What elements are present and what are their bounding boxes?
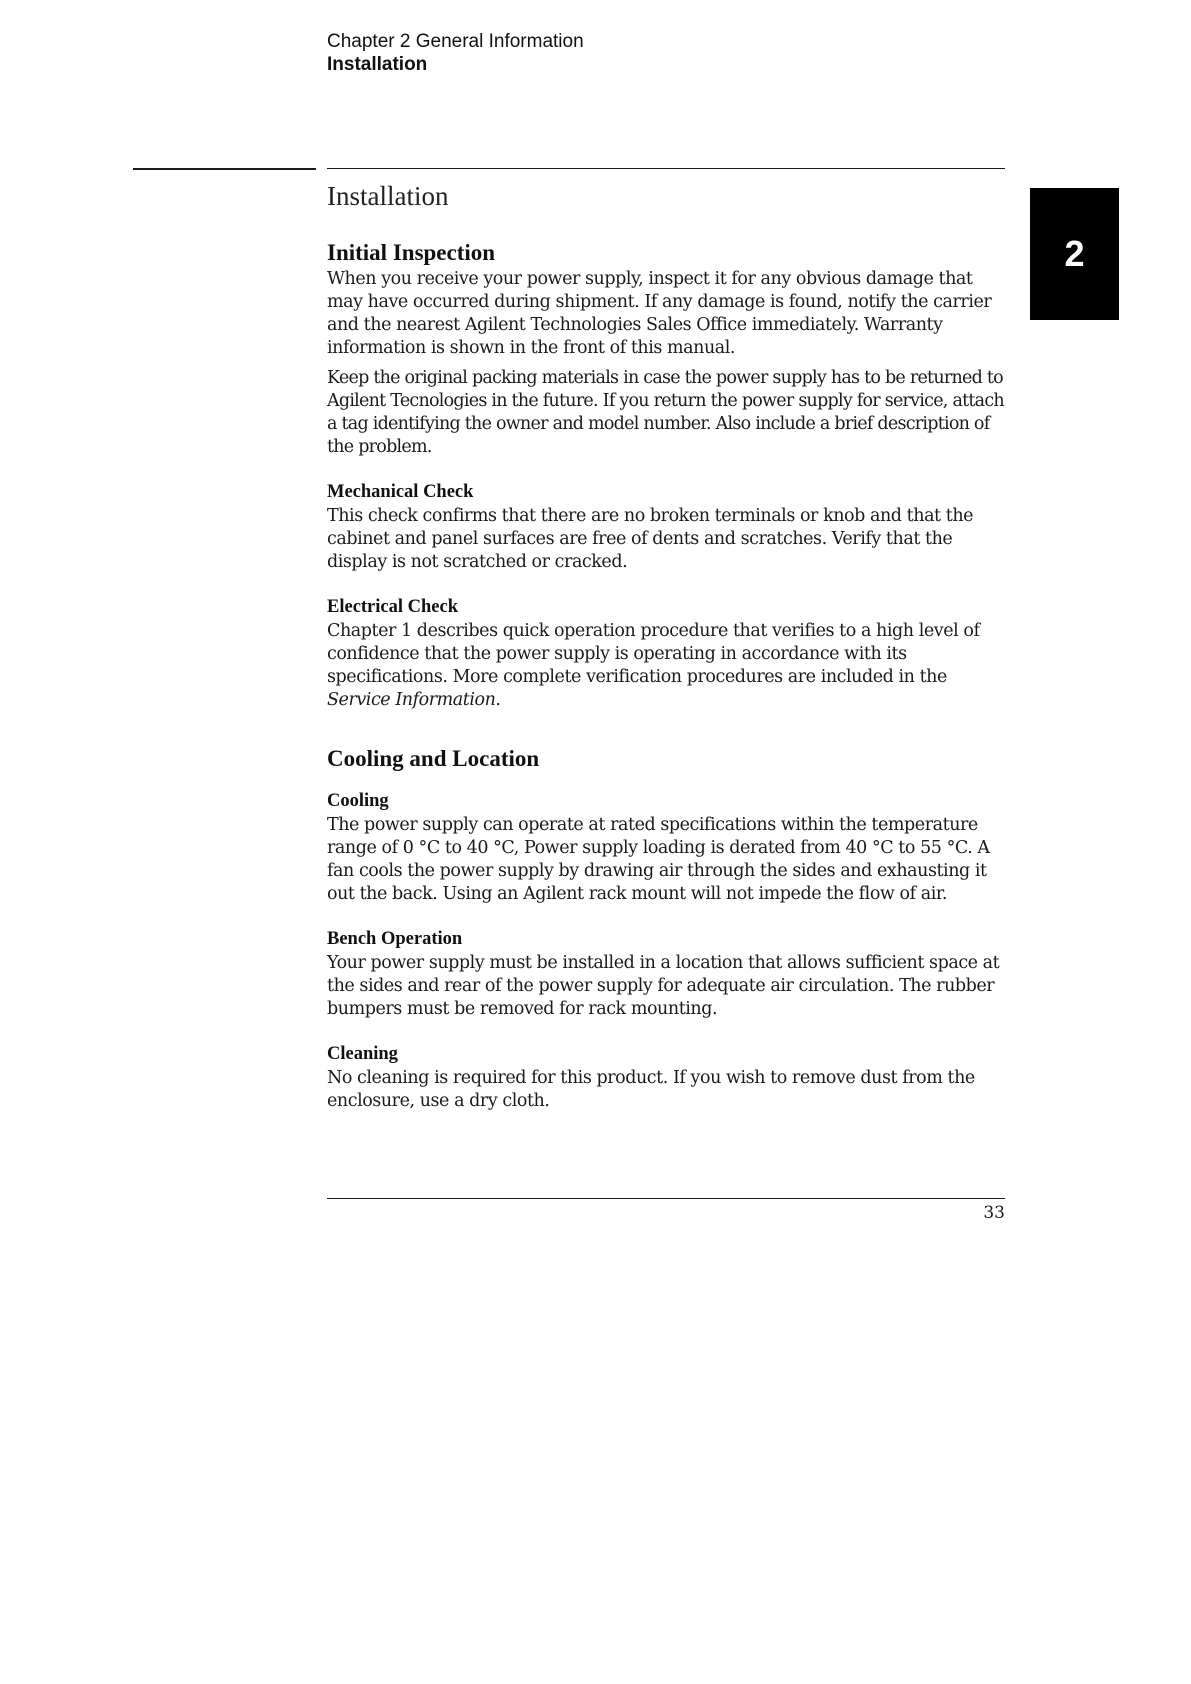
electrical-check-heading: Electrical Check bbox=[327, 597, 458, 617]
footer-rule bbox=[327, 1198, 1005, 1199]
bench-operation-heading: Bench Operation bbox=[327, 929, 463, 949]
running-header-section: Installation bbox=[327, 54, 428, 75]
electrical-check-text: Chapter 1 describes quick operation procedure that verifies to a high level of confidence that the power supply is operating in accordance with its specifications. More complete verification procedures are included in the bbox=[327, 621, 980, 687]
page-number: 33 bbox=[983, 1203, 1005, 1223]
cleaning-paragraph: No cleaning is required for this product. If you wish to remove dust from the enclosure, use a dry cloth. bbox=[327, 1068, 975, 1111]
top-rule bbox=[327, 168, 1005, 169]
initial-inspection-heading: Initial Inspection bbox=[327, 240, 496, 265]
mechanical-check-heading: Mechanical Check bbox=[327, 482, 474, 502]
cooling-paragraph: The power supply can operate at rated specifications within the temperature range of 0 °C to 40 °C, Power supply loading is derated from 40 °C to 55 °C. A fan cools the power supply by drawing air through the sides and exhausting it out the back. Using an Agilent rack mount will not impede the flow of air. bbox=[327, 815, 990, 904]
cooling-heading: Cooling bbox=[327, 791, 389, 811]
service-information-reference: Service Information bbox=[327, 690, 496, 710]
cleaning-heading: Cleaning bbox=[327, 1044, 398, 1064]
bench-operation-paragraph: Your power supply must be installed in a location that allows sufficient space at the sides and rear of the power supply for adequate air circulation. The rubber bumpers must be removed for rack mounting. bbox=[327, 953, 1000, 1019]
initial-inspection-paragraph-1: When you receive your power supply, inspect it for any obvious damage that may have occurred during shipment. If any damage is found, notify the carrier and the nearest Agilent Technologies Sales Office immediately. Warranty information is shown in the front of this manual. bbox=[327, 269, 992, 358]
section-title: Installation bbox=[327, 181, 449, 211]
running-header-chapter: Chapter 2 General Information bbox=[327, 31, 584, 52]
electrical-check-period: . bbox=[495, 690, 501, 710]
chapter-thumb-tab-number: 2 bbox=[1064, 233, 1085, 274]
chapter-thumb-tab bbox=[1030, 188, 1119, 320]
running-header bbox=[327, 30, 584, 76]
initial-inspection-paragraph-2: Keep the original packing materials in case the power supply has to be returned to Agilent Tecnologies in the future. If you return the power supply for service, attach a tag identifying the owner and model number. Also include a brief description of the problem. bbox=[327, 368, 1004, 457]
cooling-location-heading: Cooling and Location bbox=[327, 746, 540, 771]
mechanical-check-paragraph: This check confirms that there are no broken terminals or knob and that the cabinet and panel surfaces are free of dents and scratches. Verify that the display is not scratched or cracked. bbox=[327, 506, 974, 572]
left-margin-rule bbox=[133, 168, 316, 170]
electrical-check-paragraph bbox=[327, 620, 1007, 712]
page-content bbox=[327, 176, 1007, 1113]
